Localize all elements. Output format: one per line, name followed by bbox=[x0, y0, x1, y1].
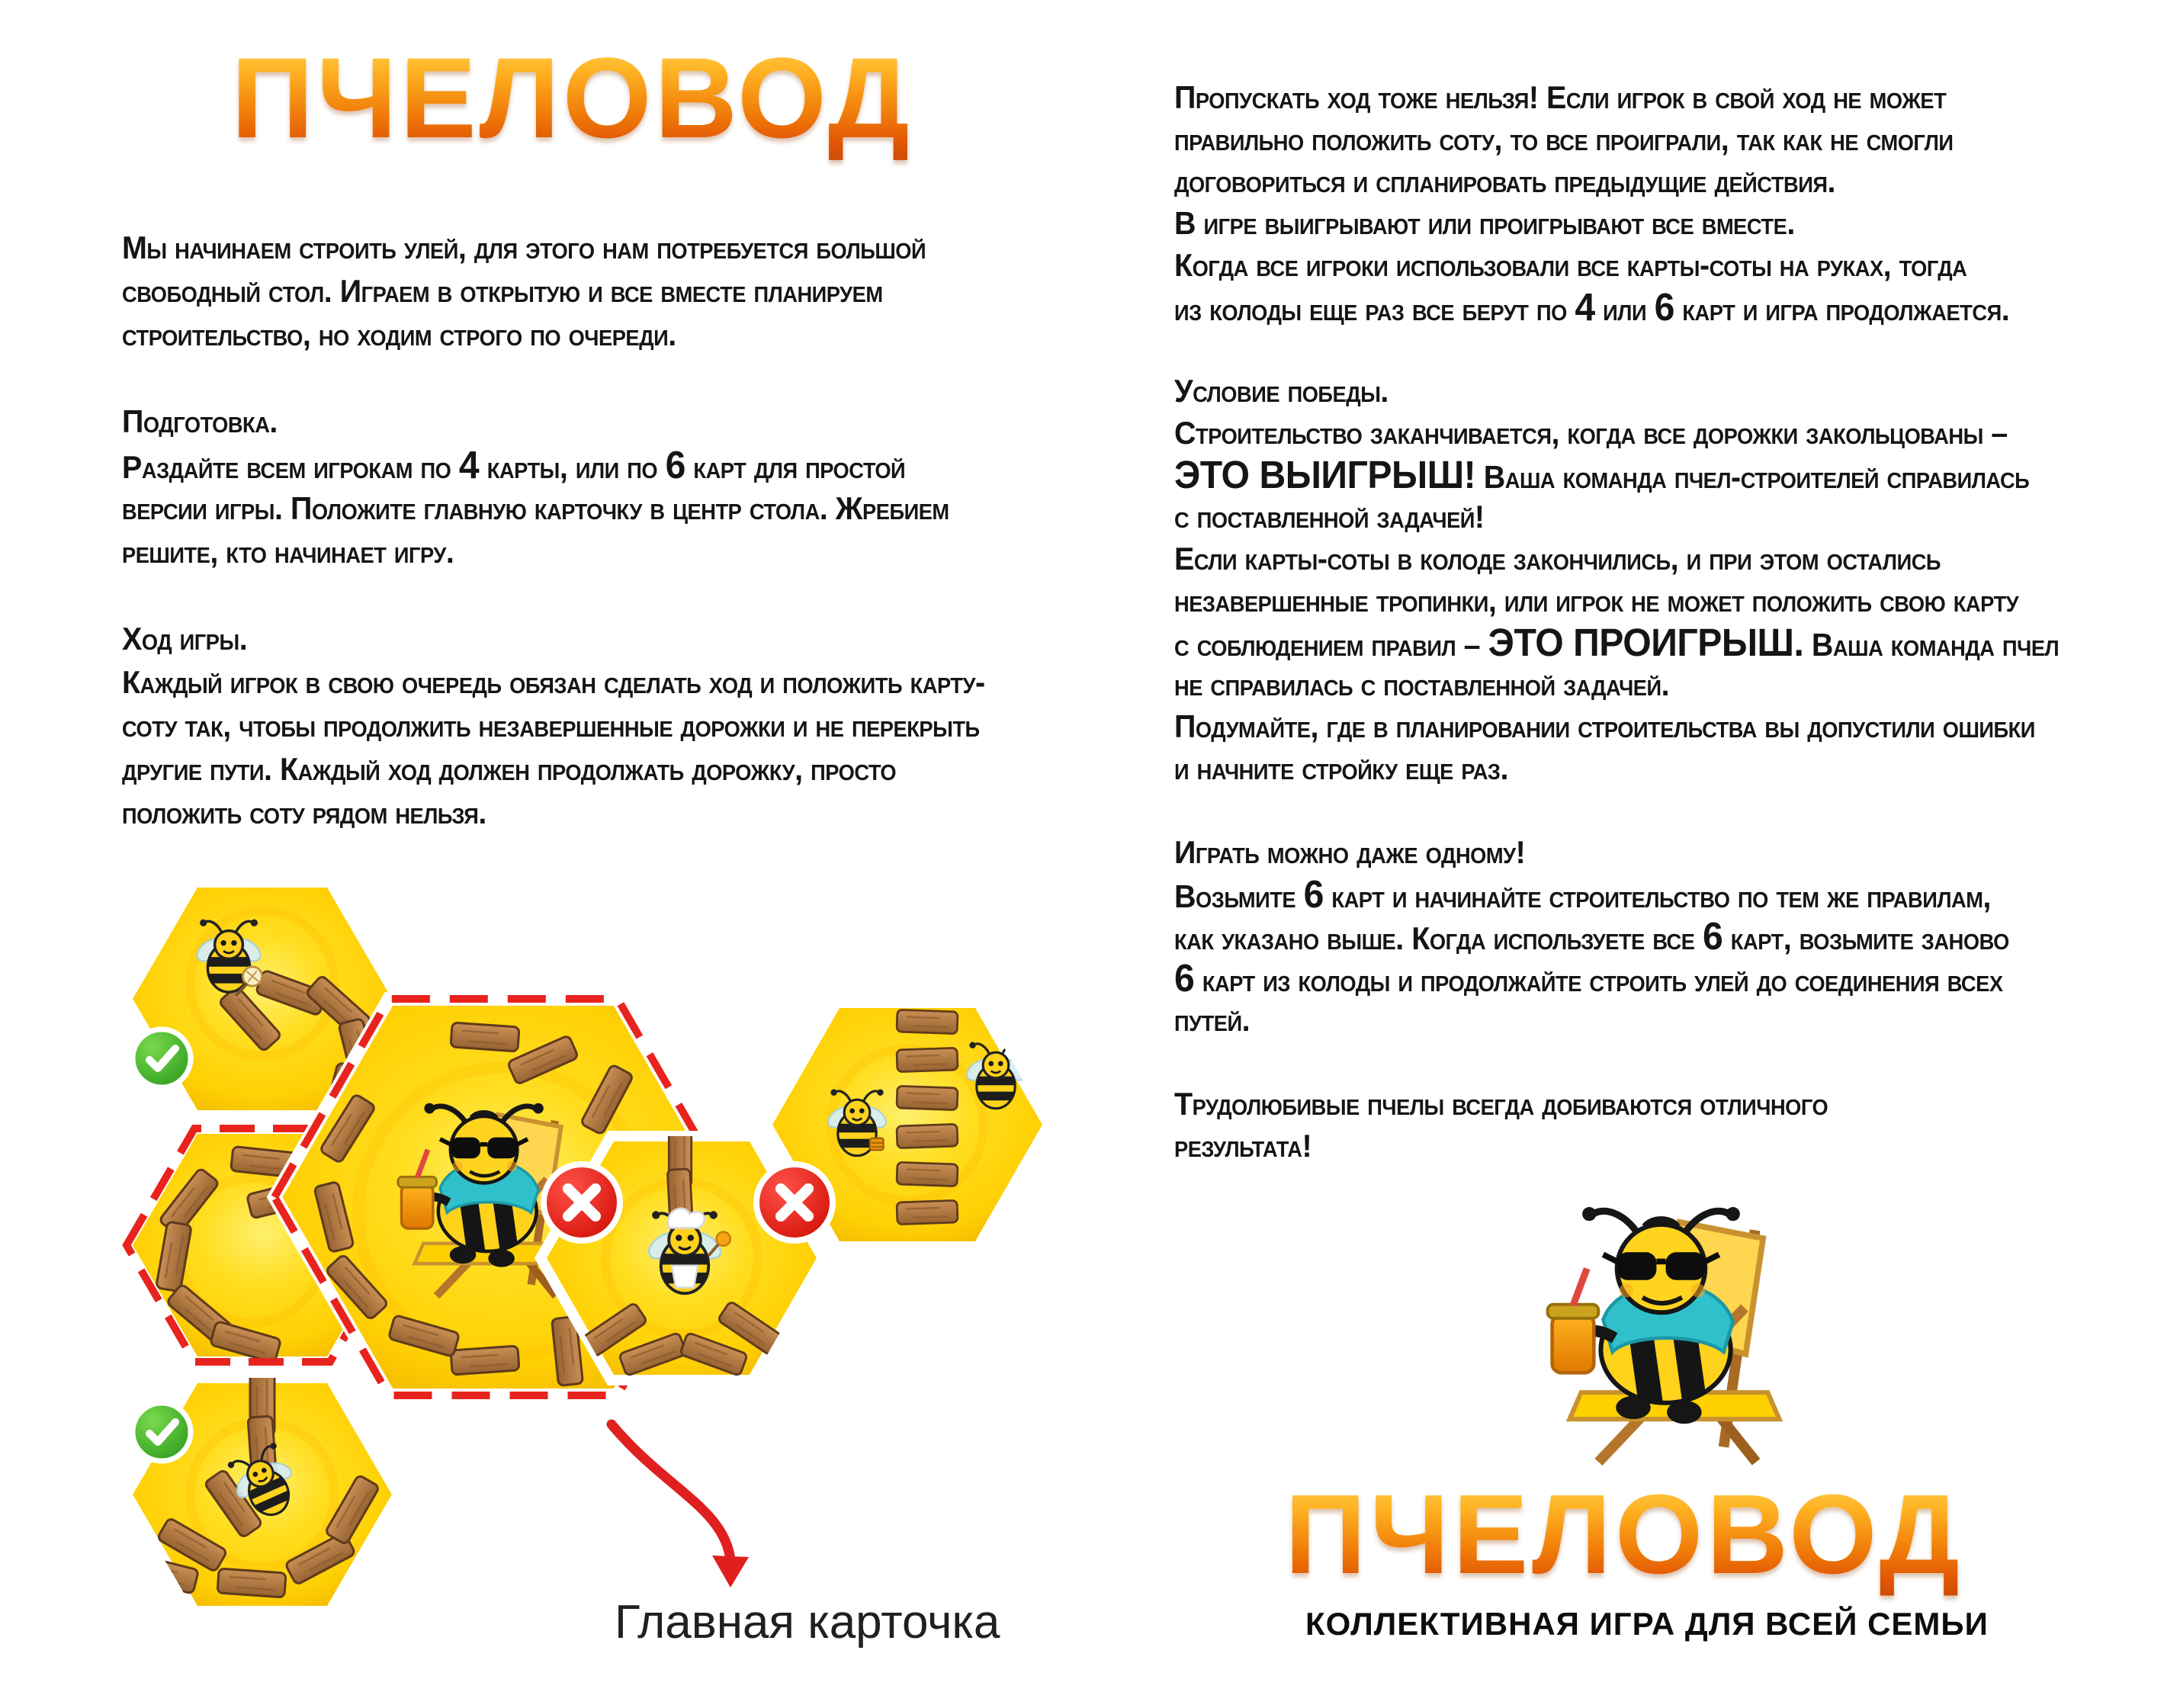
right-column bbox=[1174, 76, 2178, 1167]
text-segment: с поставленной задачей! bbox=[1174, 499, 1485, 535]
text-segment: карт для простой bbox=[685, 449, 906, 485]
text-line bbox=[1174, 1083, 2178, 1125]
text-segment: Играть можно даже одному! bbox=[1174, 834, 1526, 870]
left-column bbox=[122, 226, 1096, 834]
text-segment: версии игры. Положите главную карточку в центр стола. Жребием bbox=[122, 490, 949, 526]
text-line bbox=[1174, 118, 2178, 160]
arrow-to-main-card bbox=[612, 1424, 749, 1588]
emphasized-text: 6 bbox=[1654, 285, 1674, 329]
text-line bbox=[122, 530, 1096, 573]
x-badge bbox=[756, 1164, 833, 1241]
footer-tagline: КОЛЛЕКТИВНАЯ ИГРА ДЛЯ ВСЕЙ СЕМЬИ bbox=[1305, 1606, 1989, 1642]
text-line bbox=[122, 747, 1096, 791]
text-line bbox=[1174, 831, 2178, 873]
text-line bbox=[1174, 1041, 2178, 1083]
text-segment: строительство, но ходим строго по очереди. bbox=[122, 316, 676, 352]
text-segment: решите, кто начинает игру. bbox=[122, 534, 454, 570]
main-card-label: Главная карточка bbox=[615, 1596, 1000, 1649]
text-line bbox=[1174, 412, 2178, 454]
text-segment: карт и начинайте строительство по тем же правилам, bbox=[1323, 878, 1991, 914]
text-line bbox=[1174, 76, 2178, 118]
text-segment: результата! bbox=[1174, 1128, 1312, 1164]
text-line bbox=[122, 704, 1096, 747]
text-line bbox=[1174, 496, 2178, 538]
text-line bbox=[1174, 747, 2178, 789]
text-line bbox=[1174, 202, 2178, 244]
text-segment: Подумайте, где в планировании строительства вы допустили ошибки bbox=[1174, 708, 2035, 744]
text-segment: В игре выигрывают или проигрывают все вместе. bbox=[1174, 205, 1795, 241]
footer-logo: ПЧЕЛОВОД bbox=[1243, 1470, 2005, 1600]
mascot-lounging-bee bbox=[1418, 1159, 1861, 1494]
text-segment: Трудолюбивые пчелы всегда добиваются отличного bbox=[1174, 1086, 1828, 1122]
text-segment: Подготовка. bbox=[122, 403, 278, 439]
text-segment: Ваша команда пчел-строителей справилась bbox=[1475, 459, 2030, 495]
text-line bbox=[1174, 915, 2178, 957]
text-line bbox=[122, 313, 1096, 356]
emphasized-text: 6 bbox=[1174, 956, 1195, 1000]
text-segment: Каждый игрок в свою очередь обязан сделать ход и положить карту- bbox=[122, 664, 985, 700]
emphasized-text: 6 bbox=[1702, 914, 1723, 958]
text-segment: договориться и спланировать предыдущие действия. bbox=[1174, 163, 1835, 199]
emphasized-text: ЭТО ПРОИГРЫШ. bbox=[1488, 621, 1804, 664]
text-segment: Пропускать ход тоже нельзя! Если игрок в свой ход не может bbox=[1174, 79, 1947, 115]
text-segment: карт из колоды и продолжайте строить улей до соединения всех bbox=[1194, 962, 2003, 998]
text-segment: Ход игры. bbox=[122, 621, 248, 657]
check-badge bbox=[133, 1403, 191, 1461]
text-line bbox=[1174, 328, 2178, 370]
x-badge bbox=[544, 1164, 620, 1241]
text-line bbox=[122, 400, 1096, 443]
emphasized-text: 6 bbox=[1303, 872, 1324, 916]
text-line bbox=[1174, 454, 2178, 496]
text-line bbox=[1174, 663, 2178, 705]
text-line bbox=[1174, 286, 2178, 328]
text-line bbox=[1174, 999, 2178, 1041]
text-line bbox=[1174, 538, 2178, 580]
text-line bbox=[1174, 873, 2178, 915]
text-line bbox=[122, 573, 1096, 617]
text-segment: карт и игра продолжается. bbox=[1674, 291, 2010, 327]
text-segment: Раздайте всем игрокам по bbox=[122, 449, 459, 485]
text-segment: с соблюдением правил – bbox=[1174, 627, 1488, 663]
text-segment: путей. bbox=[1174, 1002, 1251, 1038]
text-segment: соту так, чтобы продолжить незавершенные дорожки и не перекрыть bbox=[122, 708, 980, 743]
text-line bbox=[1174, 621, 2178, 663]
text-line bbox=[1174, 789, 2178, 831]
text-segment: Ваша команда пчел bbox=[1803, 627, 2060, 663]
text-segment: Мы начинаем строить улей, для этого нам потребуется большой bbox=[122, 230, 926, 265]
emphasized-text: 6 bbox=[665, 443, 685, 486]
text-line bbox=[1174, 705, 2178, 747]
text-segment: карт, возьмите заново bbox=[1722, 920, 2009, 956]
text-segment: из колоды еще раз все берут по bbox=[1174, 291, 1575, 327]
emphasized-text: 4 bbox=[1575, 285, 1595, 329]
text-line bbox=[122, 356, 1096, 400]
text-line bbox=[122, 443, 1096, 486]
text-segment: свободный стол. Играем в открытую и все вместе планируем bbox=[122, 273, 883, 309]
page-title: ПЧЕЛОВОД bbox=[229, 32, 915, 164]
text-line bbox=[122, 486, 1096, 530]
hex-cluster-diagram bbox=[61, 854, 1106, 1708]
text-segment: правильно положить соту, то все проиграли, так как не смогли bbox=[1174, 121, 1954, 157]
text-line bbox=[1174, 580, 2178, 621]
text-line bbox=[1174, 244, 2178, 286]
text-line bbox=[1174, 957, 2178, 999]
text-segment: как указано выше. Когда используете все bbox=[1174, 920, 1703, 956]
text-segment: Когда все игроки использовали все карты-соты на руках, тогда bbox=[1174, 247, 1967, 283]
check-badge bbox=[133, 1029, 191, 1087]
text-segment: Условие победы. bbox=[1174, 373, 1389, 409]
text-line bbox=[122, 791, 1096, 834]
text-line bbox=[1174, 370, 2178, 412]
text-segment: Строительство заканчивается, когда все дорожки закольцованы – bbox=[1174, 415, 2008, 451]
emphasized-text: ЭТО ВЫИГРЫШ! bbox=[1174, 453, 1476, 496]
text-segment: незавершенные тропинки, или игрок не может положить свою карту bbox=[1174, 583, 2019, 618]
text-segment: или bbox=[1594, 291, 1655, 327]
text-line bbox=[1174, 160, 2178, 202]
text-segment: Если карты-соты в колоде закончились, и при этом остались bbox=[1174, 541, 1941, 576]
text-line bbox=[122, 269, 1096, 313]
text-segment: положить соту рядом нельзя. bbox=[122, 795, 486, 830]
text-line bbox=[122, 617, 1096, 660]
emphasized-text: 4 bbox=[458, 443, 480, 486]
text-segment: другие пути. Каждый ход должен продолжать дорожку, просто bbox=[122, 751, 897, 787]
text-segment: Возьмите bbox=[1174, 878, 1304, 914]
text-segment: не справилась с поставленной задачей. bbox=[1174, 666, 1670, 702]
text-line bbox=[122, 226, 1096, 269]
text-segment: и начните стройку еще раз. bbox=[1174, 750, 1509, 786]
text-line bbox=[122, 660, 1096, 704]
text-segment: карты, или по bbox=[479, 449, 666, 485]
